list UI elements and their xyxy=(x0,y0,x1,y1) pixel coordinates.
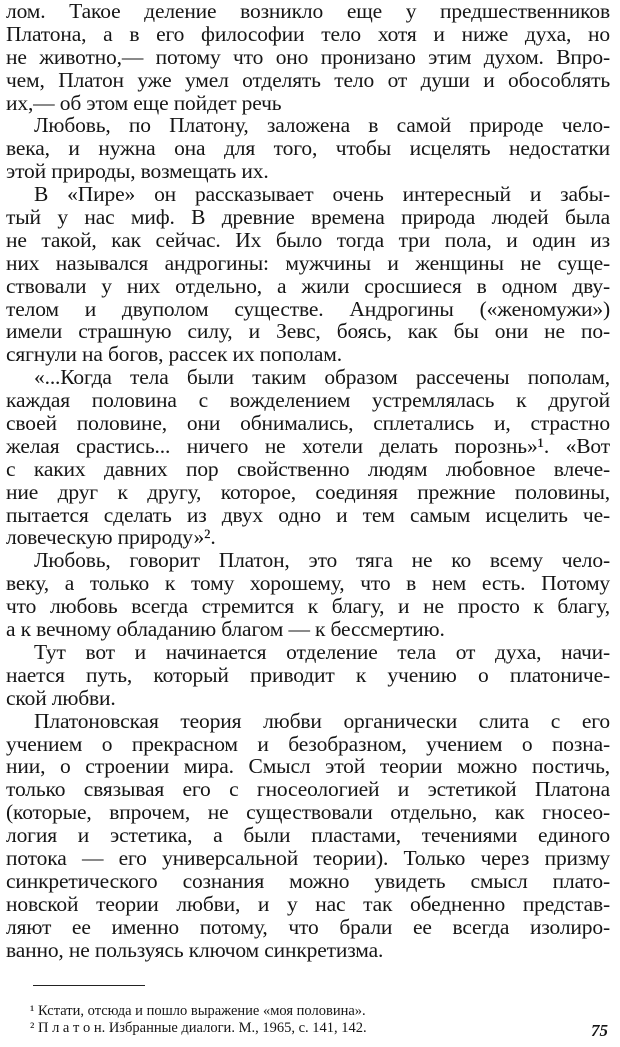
footnote: ² П л а т о н. Избранные диалоги. М., 1965, с. 141, 142. xyxy=(30,1020,367,1036)
text-line: ствовали у них отдельно, а жили сросшиеся в одном дву- xyxy=(6,273,610,298)
text-line: потока — его универсальной теории). Только через призму xyxy=(6,845,610,870)
text-line: логия и эстетика, а были пластами, течениями единого xyxy=(6,823,610,848)
text-line: новской теории любви, и у нас так обедненно представ- xyxy=(6,891,610,916)
text-line: синкретического сознания можно увидеть смысл плато- xyxy=(6,868,610,893)
footnote-divider xyxy=(33,985,145,986)
text-line: ской любви. xyxy=(6,685,116,710)
text-line: желая срастись... ничего не хотели делать порознь»¹. «Вот xyxy=(6,433,610,458)
text-line: имели страшную силу, и Зевс, боясь, как бы они не по- xyxy=(6,319,610,344)
text-line: «...Когда тела были таким образом рассечены пополам, xyxy=(34,365,610,390)
text-line: ние друг к другу, которое, соединяя прежние половины, xyxy=(6,479,610,504)
text-line: Любовь, по Платону, заложена в самой природе чело- xyxy=(34,113,610,138)
text-line: тый у нас миф. В древние времена природа людей была xyxy=(6,205,610,230)
footnotes xyxy=(30,1003,530,1037)
text-line: чем, Платон уже умел отделять тело от души и обособлять xyxy=(6,67,610,92)
text-line: Любовь, говорит Платон, это тяга не ко всему чело- xyxy=(34,548,610,573)
text-line: ляют ее именно потому, что брали ее всегда изолиро- xyxy=(6,914,610,939)
text-line: веку, а только к тому хорошему, что в нем есть. Потому xyxy=(6,571,610,596)
text-line: этой природы, возмещать их. xyxy=(6,159,269,184)
footnote: ¹ Кстати, отсюда и пошло выражение «моя половина». xyxy=(30,1003,366,1019)
text-line: нии, о строении мира. Смысл этой теории можно постичь, xyxy=(6,754,610,779)
text-line: а к вечному обладанию благом — к бессмертию. xyxy=(6,617,445,642)
text-line: ловеческую природу»². xyxy=(6,525,216,550)
text-line: учением о прекрасном и безобразном, учением о позна- xyxy=(6,731,610,756)
text-line: не такой, как сейчас. Их было тогда три пола, и один из xyxy=(6,227,610,252)
text-line: что любовь всегда стремится к благу, и не просто к благу, xyxy=(6,594,610,619)
page-number: 75 xyxy=(591,1021,608,1040)
text-line: В «Пире» он рассказывает очень интересный и забы- xyxy=(34,182,610,207)
text-line: Тут вот и начинается отделение тела от духа, начи- xyxy=(34,639,610,664)
text-line: своей половине, они обнимались, сплетались и, страстно xyxy=(6,411,610,436)
text-line: лом. Такое деление возникло еще у предшественников xyxy=(6,0,610,23)
text-line: с каких давних пор свойственно людям любовное влече- xyxy=(6,456,610,481)
text-line: не животно,— потому что оно пронизано этим духом. Впро- xyxy=(6,44,610,69)
text-line: века, и нужна она для того, чтобы исцелять недостатки xyxy=(6,136,610,161)
text-line: только связывая его с гносеологией и эстетикой Платона xyxy=(6,777,610,802)
text-line: Платона, а в его философии тело хотя и ниже духа, но xyxy=(6,21,610,46)
text-line: их,— об этом еще пойдет речь xyxy=(6,90,282,115)
text-line: телом и двуполом существе. Андрогины («женомужи») xyxy=(6,296,610,321)
text-line: Платоновская теория любви органически слита с его xyxy=(34,708,610,733)
text-line: каждая половина с вожделением устремлялась к другой xyxy=(6,388,610,413)
text-line: пытается сделать из двух одно и тем самым исцелить че- xyxy=(6,502,610,527)
text-line: них назывался андрогины: мужчины и женщины не суще- xyxy=(6,250,610,275)
main-text xyxy=(6,0,610,961)
text-line: (которые, впрочем, не существовали отдельно, как гносео- xyxy=(6,800,610,825)
text-line: сягнули на богов, рассек их пополам. xyxy=(6,342,342,367)
text-line: нается путь, который приводит к учению о платониче- xyxy=(6,662,610,687)
text-line: ванно, не пользуясь ключом синкретизма. xyxy=(6,937,384,962)
